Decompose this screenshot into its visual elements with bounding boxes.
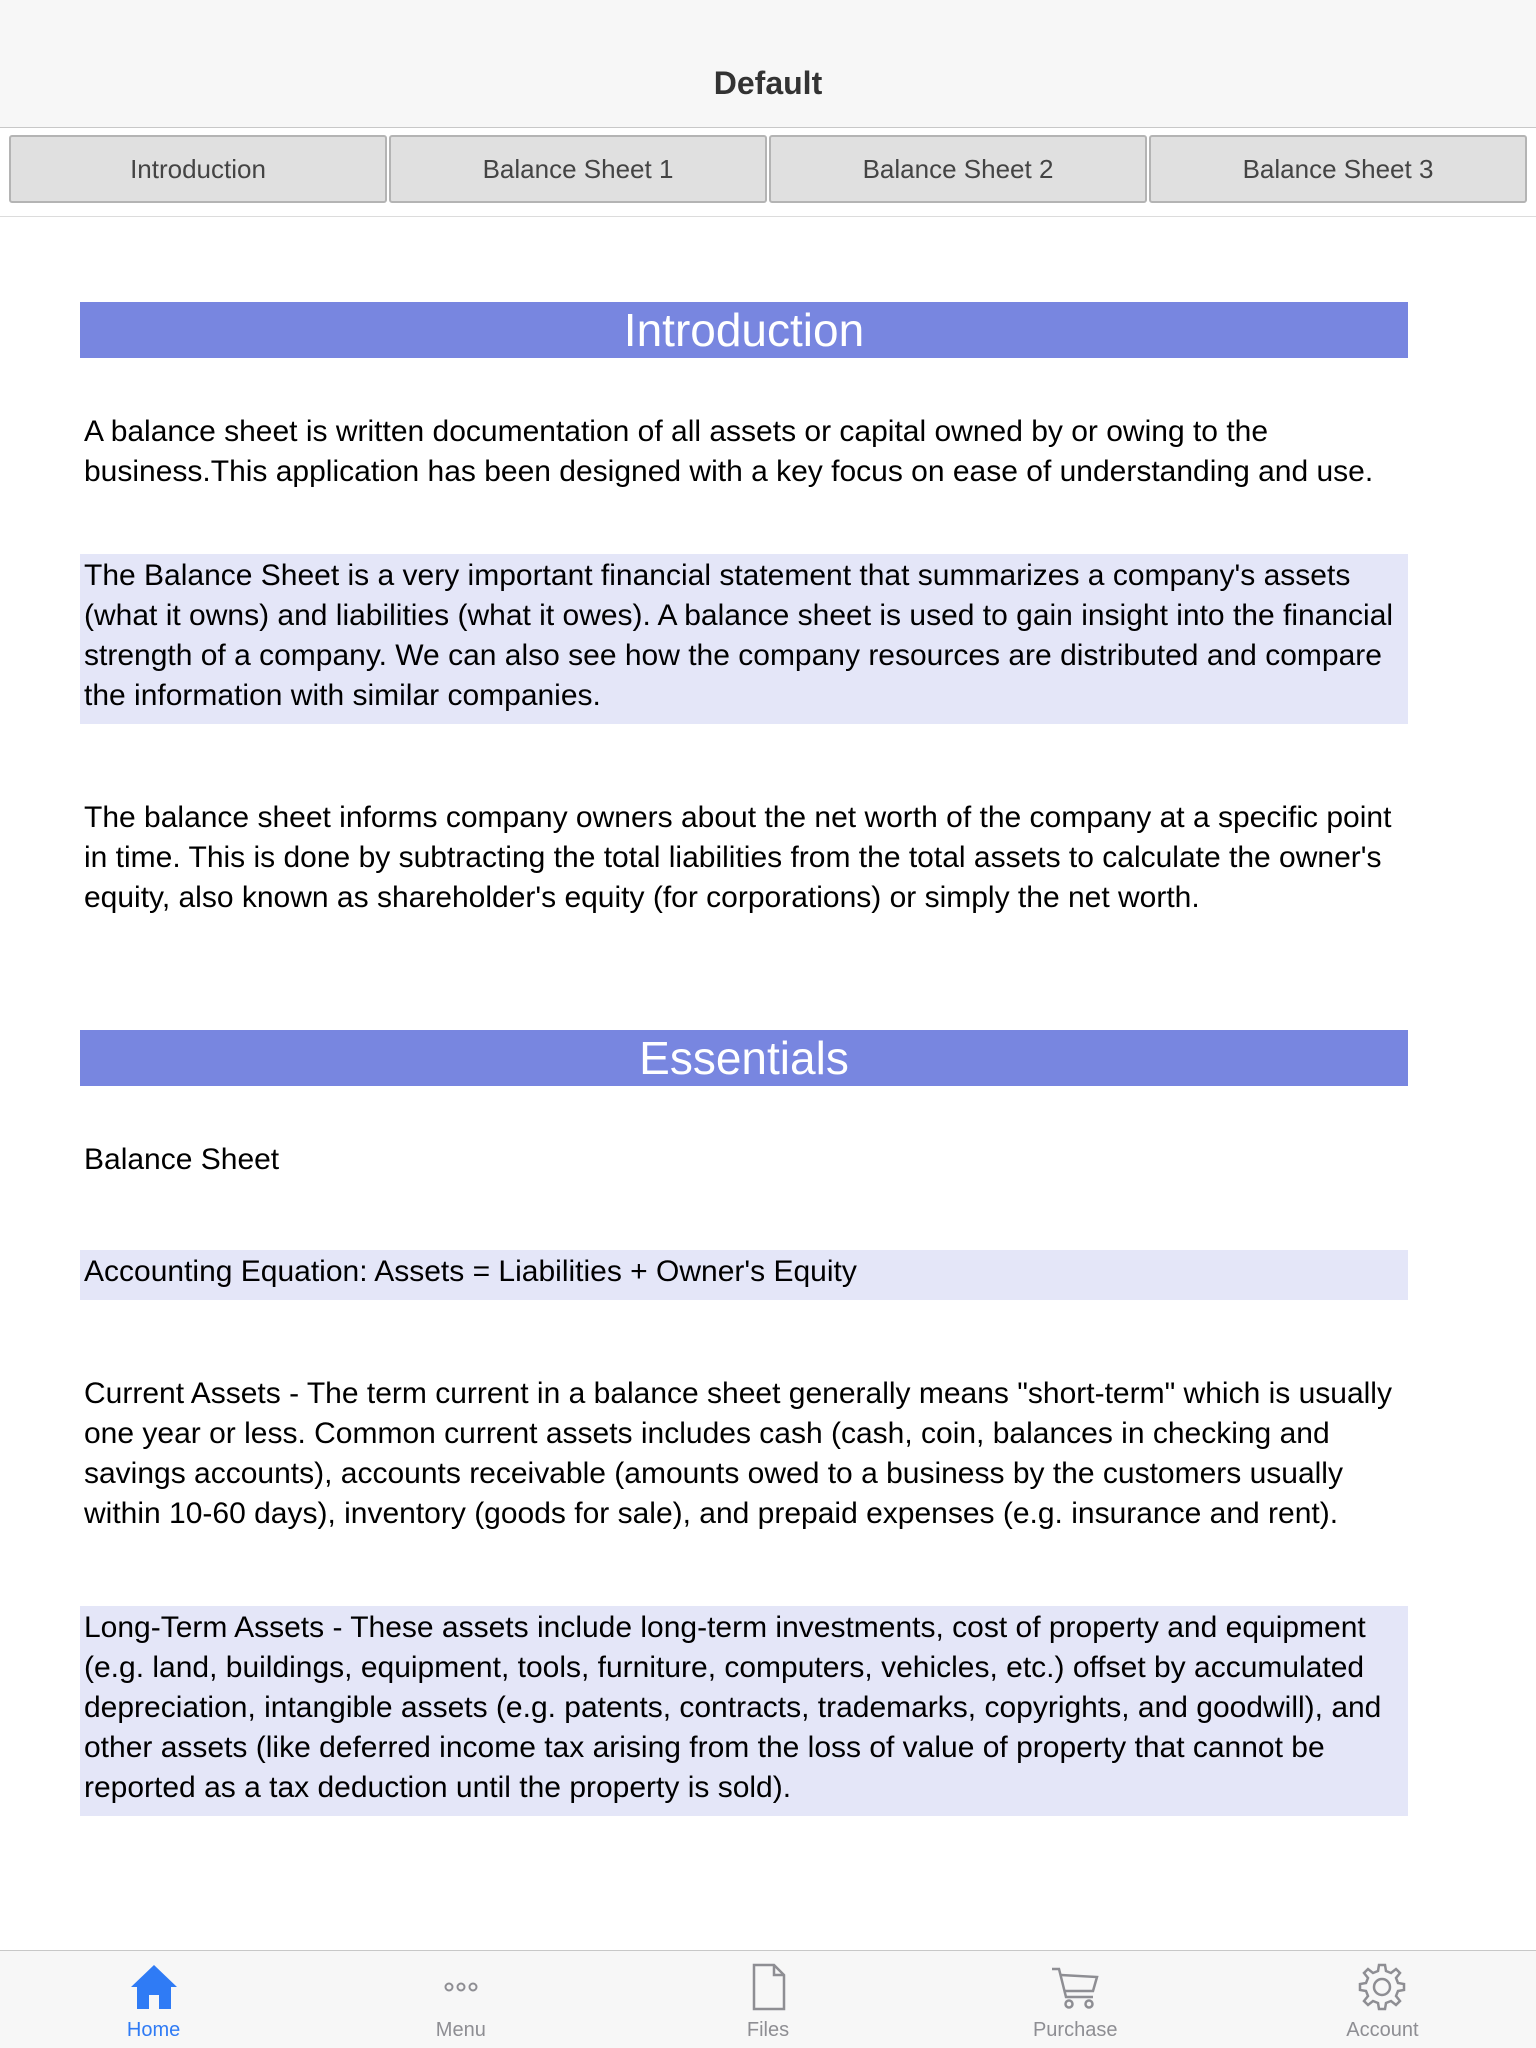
gear-icon [1356, 1961, 1408, 2013]
tab-menu[interactable] [307, 1951, 614, 2048]
cart-icon [1049, 1961, 1101, 2013]
essentials-paragraph: Long-Term Assets - These assets include long-term investments, cost of property and equipment (e.g. land, buildings, equipment, tools, furniture, computers, vehicles, etc.) offset by accumulated depreciation, intangible assets (e.g. patents, contracts, trademarks, copyrights, and goodwill), and other assets (like deferred income tax arising from the loss of value of property that cannot be reported as a tax deduction until the property is sold). [80, 1606, 1408, 1816]
navigation-bar [0, 0, 1536, 128]
intro-paragraph: The Balance Sheet is a very important financial statement that summarizes a company's assets (what it owns) and liabilities (what it owes). A balance sheet is used to gain insight into the financial strength of a company. We can also see how the company resources are distributed and compare the information with similar companies. [80, 554, 1408, 724]
intro-paragraph: A balance sheet is written documentation of all assets or capital owned by or owing to the business.This application has been designed with a key focus on ease of understanding and use. [84, 415, 1374, 488]
more-icon [435, 1961, 487, 2013]
tab-label: Purchase [1032, 2019, 1118, 2041]
essentials-paragraph: Accounting Equation: Assets = Liabilities + Owner's Equity [80, 1250, 1408, 1300]
tab-files[interactable] [614, 1951, 921, 2048]
essentials-paragraph: Balance Sheet [84, 1143, 280, 1176]
intro-paragraph: The balance sheet informs company owners about the net worth of the company at a specific point in time. This is done by subtracting the total liabilities from the total assets to calculate the owner's equity, also known as shareholder's equity (for corporations) or simply the net worth. [84, 801, 1392, 914]
tab-account[interactable] [1229, 1951, 1536, 2048]
tab-label: Menu [435, 2019, 486, 2041]
tab-label: Account [1346, 2019, 1419, 2041]
tab-label: Files [746, 2019, 790, 2041]
segment-balance-sheet-1[interactable]: Balance Sheet 1 [389, 135, 767, 203]
tab-label: Home [126, 2019, 181, 2041]
segmented-control [0, 129, 1536, 217]
segment-introduction[interactable]: Introduction [9, 135, 387, 203]
nav-title: Default [713, 65, 823, 101]
content-scroll-area[interactable] [80, 218, 1408, 1950]
file-icon [742, 1961, 794, 2013]
section-header-introduction: Introduction [80, 302, 1408, 358]
segment-balance-sheet-2[interactable]: Balance Sheet 2 [769, 135, 1147, 203]
segment-balance-sheet-3[interactable]: Balance Sheet 3 [1149, 135, 1527, 203]
essentials-paragraph: Current Assets - The term current in a balance sheet generally means "short-term" which is usually one year or less. Common current assets includes cash (cash, coin, balances in checking and savings accounts), accounts receivable (amounts owed to a business by the customers usually within 10-60 days), inventory (goods for sale), and prepaid expenses (e.g. insurance and rent). [84, 1377, 1392, 1530]
section-header-essentials: Essentials [80, 1030, 1408, 1086]
tab-bar [0, 1950, 1536, 2048]
tab-purchase[interactable] [922, 1951, 1229, 2048]
home-icon [128, 1961, 180, 2013]
tab-home[interactable] [0, 1951, 307, 2048]
